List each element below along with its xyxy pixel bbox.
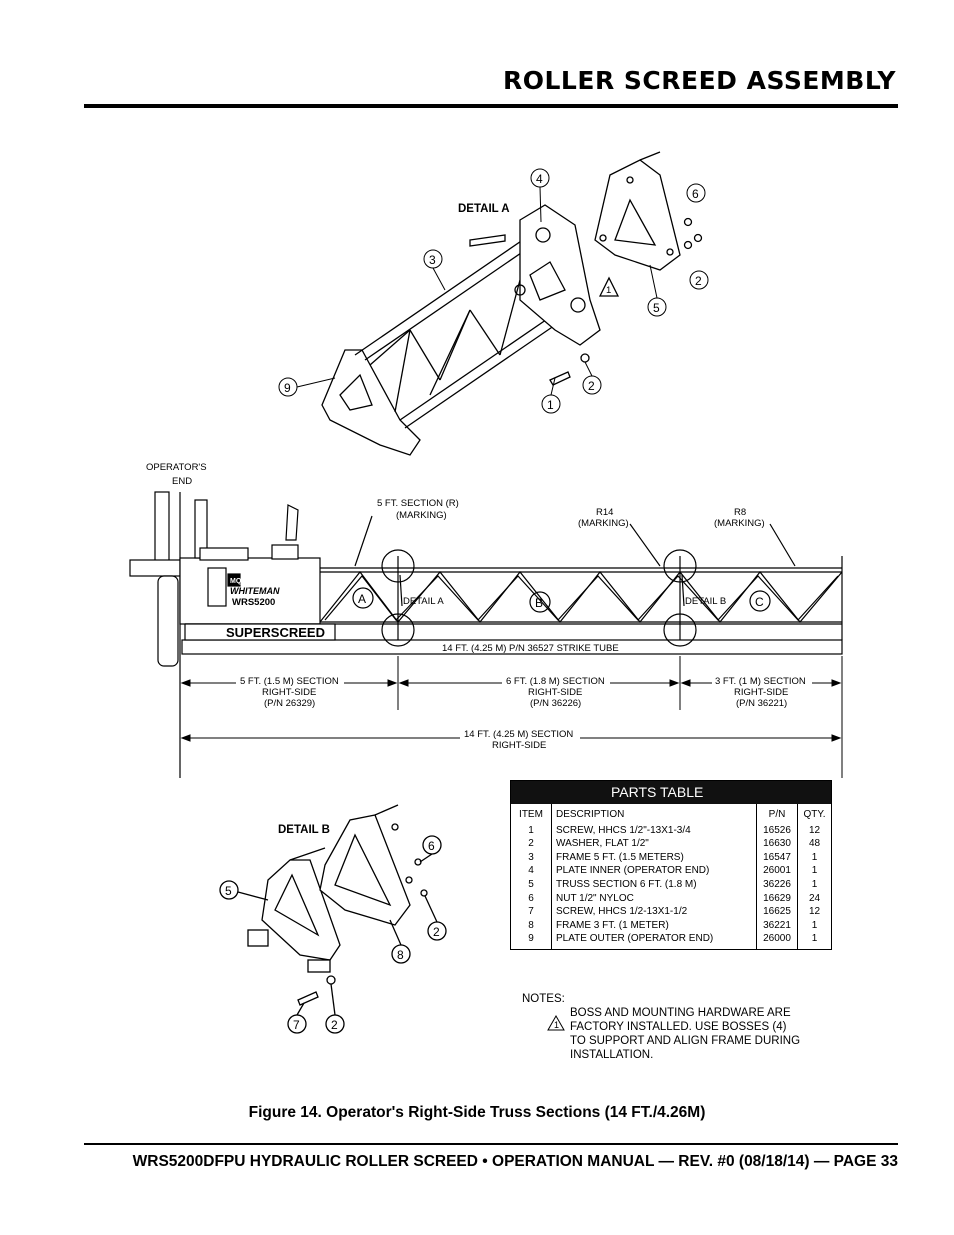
cell-qty: 48 [808,838,821,850]
cell-qty: 1 [811,878,818,890]
cell-description: NUT 1/2" NYLOC [552,892,757,906]
cell-item: 2 [511,837,552,851]
note-line: TO SUPPORT AND ALIGN FRAME DURING [570,1035,801,1047]
table-row [511,932,831,949]
note-line: BOSS AND MOUNTING HARDWARE ARE [570,1007,791,1019]
callout-b8: 8 [397,948,404,962]
r8-label: R8 [734,507,747,518]
callout-6: 6 [692,187,699,201]
marker-b: B [535,596,544,610]
cell-pn: 16526 [757,824,798,838]
dim-3ft-2: RIGHT-SIDE [734,687,789,698]
callout-b2b: 2 [331,1018,338,1032]
cell-description: FRAME 3 FT. (1 METER) [552,919,757,933]
callout-9: 9 [284,381,291,395]
callout-5: 5 [653,301,660,315]
section-r-label: 5 FT. SECTION (R) [377,498,459,509]
table-row [511,851,831,865]
col-qty: QTY. [803,809,826,820]
callout-b5: 5 [225,884,232,898]
cell-description: FRAME 5 FT. (1.5 METERS) [552,851,757,865]
table-row [511,919,831,933]
superscreed-logo: SUPERSCREED [226,625,325,640]
brand-whiteman: WHITEMAN [230,586,280,596]
operators-end-label-1: OPERATOR'S [146,462,207,473]
cell-description: PLATE OUTER (OPERATOR END) [552,932,757,949]
cell-description: SCREW, HHCS 1/2"-13X1-3/4 [552,824,757,838]
cell-item: 3 [511,851,552,865]
dim-14ft-1: 14 FT. (4.25 M) SECTION [464,729,574,740]
cell-pn: 16625 [757,905,798,919]
table-row [511,824,831,838]
note-marker: 1 [554,1020,560,1030]
cell-qty: 24 [808,892,821,904]
detail-b-ref: DETAIL B [685,596,727,607]
note-line: FACTORY INSTALLED. USE BOSSES (4) [570,1021,787,1033]
marker-c: C [755,595,764,609]
cell-qty: 1 [811,919,818,931]
cell-pn: 36226 [757,878,798,892]
notes-block [522,992,801,1061]
dim-5ft-2: RIGHT-SIDE [262,687,317,698]
dim-5ft-3: (P/N 26329) [264,698,316,709]
page-footer: WRS5200DFPU HYDRAULIC ROLLER SCREED • OPERATION MANUAL — REV. #0 (08/18/14) — PAGE 33 [132,1153,898,1170]
cell-description: PLATE INNER (OPERATOR END) [552,864,757,878]
notes-text [570,1006,830,1062]
callout-3: 3 [429,253,436,267]
footer-rule [84,1143,898,1145]
dim-5ft-1: 5 FT. (1.5 M) SECTION [240,676,339,687]
note-line: INSTALLATION. [570,1049,654,1061]
table-row [511,864,831,878]
warning-triangle-icon [546,1014,566,1032]
callout-b7: 7 [293,1018,300,1032]
table-header-row [511,804,831,824]
parts-table-title: PARTS TABLE [511,781,831,804]
cell-item: 6 [511,892,552,906]
cell-item: 1 [511,824,552,838]
dim-3ft-3: (P/N 36221) [736,698,788,709]
cell-item: 9 [511,932,552,949]
cell-qty: 1 [811,851,818,863]
cell-qty: 12 [808,906,821,918]
callout-b2: 2 [433,925,440,939]
cell-pn: 16629 [757,892,798,906]
cell-description: SCREW, HHCS 1/2-13X1-1/2 [552,905,757,919]
svg-text:1: 1 [606,285,612,296]
cell-pn: 26001 [757,864,798,878]
detail-b-drawing [220,805,446,1033]
cell-description: TRUSS SECTION 6 FT. (1.8 M) [552,878,757,892]
cell-pn: 16630 [757,837,798,851]
model-label: WRS5200 [232,597,276,608]
dim-3ft-1: 3 FT. (1 M) SECTION [715,676,806,687]
col-description: DESCRIPTION [552,804,757,824]
table-row [511,892,831,906]
detail-a-drawing [322,152,702,455]
strike-tube-label: 14 FT. (4.25 M) P/N 36527 STRIKE TUBE [442,643,619,654]
cell-pn: 16547 [757,851,798,865]
cell-item: 7 [511,905,552,919]
table-row [511,878,831,892]
callout-2: 2 [695,274,702,288]
page-title: ROLLER SCREED ASSEMBLY [503,66,896,95]
cell-qty: 12 [808,824,821,836]
section-r-marking: (MARKING) [396,510,447,521]
callout-1: 1 [547,398,554,412]
r8-marking: (MARKING) [714,518,765,529]
cell-pn: 36221 [757,919,798,933]
dim-6ft-2: RIGHT-SIDE [528,687,583,698]
marker-a: A [358,592,367,606]
brand-mq: MQ [230,578,242,585]
cell-pn: 26000 [757,932,798,949]
callout-4: 4 [536,172,543,186]
cell-item: 4 [511,864,552,878]
cell-item: 8 [511,919,552,933]
col-pn: P/N [757,804,798,824]
figure-caption: Figure 14. Operator's Right-Side Truss Sections (14 FT./4.26M) [248,1104,706,1121]
table-row [511,905,831,919]
cell-qty: 1 [811,933,818,945]
parts-table [510,780,832,950]
detail-b-title: DETAIL B [278,824,330,836]
dim-6ft-3: (P/N 36226) [530,698,582,709]
table-row [511,837,831,851]
r14-label: R14 [596,507,614,518]
r14-marking: (MARKING) [578,518,629,529]
dimension-lines [182,656,842,778]
notes-title: NOTES: [522,993,565,1005]
dim-6ft-1: 6 FT. (1.8 M) SECTION [506,676,605,687]
callout-2b: 2 [588,379,595,393]
dim-14ft-2: RIGHT-SIDE [492,740,547,751]
detail-a-title: DETAIL A [458,203,510,215]
cell-description: WASHER, FLAT 1/2" [552,837,757,851]
detail-a-ref: DETAIL A [403,596,444,607]
callout-b6: 6 [428,839,435,853]
cell-qty: 1 [811,865,818,877]
cell-item: 5 [511,878,552,892]
operators-end-label-2: END [172,476,193,487]
col-item: ITEM [511,804,552,824]
